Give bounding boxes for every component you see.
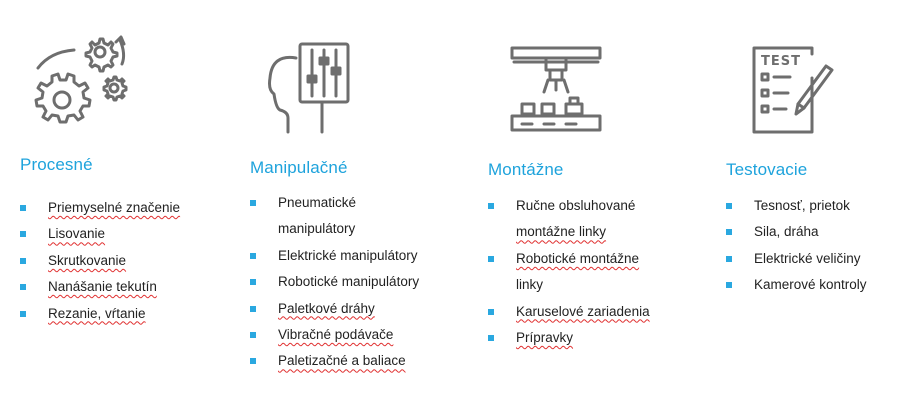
heading-testovacie: Testovacie [726, 160, 808, 179]
list-item: Vibračné podávače [250, 322, 419, 348]
list-testovacie [726, 193, 867, 299]
bullet-icon [20, 231, 26, 237]
test-checklist-icon [748, 44, 838, 138]
bullet-icon [250, 253, 256, 259]
bullet-icon [250, 279, 256, 285]
list-item: Elektrické veličiny [726, 246, 867, 272]
list-item: Robotické montážne linky [488, 246, 650, 299]
list-item: Priemyselné značenie [20, 195, 180, 221]
list-item: Kamerové kontroly [726, 272, 867, 298]
bullet-icon [726, 203, 732, 209]
bullet-icon [20, 311, 26, 317]
list-montazne [488, 193, 650, 351]
head-sliders-icon [266, 38, 356, 138]
heading-montazne: Montážne [488, 160, 564, 179]
list-item: Paletizačné a baliace [250, 348, 419, 374]
list-item: Skrutkovanie [20, 248, 180, 274]
bullet-icon [726, 229, 732, 235]
list-manipulacne [250, 190, 419, 375]
heading-manipulacne: Manipulačné [250, 158, 348, 177]
bullet-icon [726, 256, 732, 262]
list-item: Pneumatické manipulátory [250, 190, 419, 243]
list-item: Tesnosť, prietok [726, 193, 867, 219]
list-item: Karuselové zariadenia [488, 299, 650, 325]
list-item: Elektrické manipulátory [250, 243, 419, 269]
list-item: Rezanie, vŕtanie [20, 301, 180, 327]
list-item: Prípravky [488, 325, 650, 351]
list-procesne [20, 195, 180, 327]
column-procesne [0, 0, 230, 406]
bullet-icon [250, 358, 256, 364]
bullet-icon [20, 205, 26, 211]
bullet-icon [488, 256, 494, 262]
list-item: Robotické manipulátory [250, 269, 419, 295]
bullet-icon [250, 306, 256, 312]
bullet-icon [488, 203, 494, 209]
bullet-icon [250, 200, 256, 206]
test-label-icon: TEST [761, 54, 801, 69]
column-testovacie [710, 0, 905, 406]
list-item: Sila, dráha [726, 219, 867, 245]
heading-procesne: Procesné [20, 155, 93, 174]
bullet-icon [20, 284, 26, 290]
column-manipulacne [230, 0, 470, 406]
bullet-icon [20, 258, 26, 264]
bullet-icon [726, 282, 732, 288]
list-item: Paletkové dráhy [250, 296, 419, 322]
list-item: Lisovanie [20, 221, 180, 247]
column-montazne [470, 0, 710, 406]
gears-icon [30, 30, 140, 130]
list-item: Nanášanie tekutín [20, 274, 180, 300]
bullet-icon [250, 332, 256, 338]
bullet-icon [488, 309, 494, 315]
bullet-icon [488, 335, 494, 341]
list-item: Ručne obsluhované montážne linky [488, 193, 650, 246]
assembly-robot-icon [508, 44, 604, 136]
